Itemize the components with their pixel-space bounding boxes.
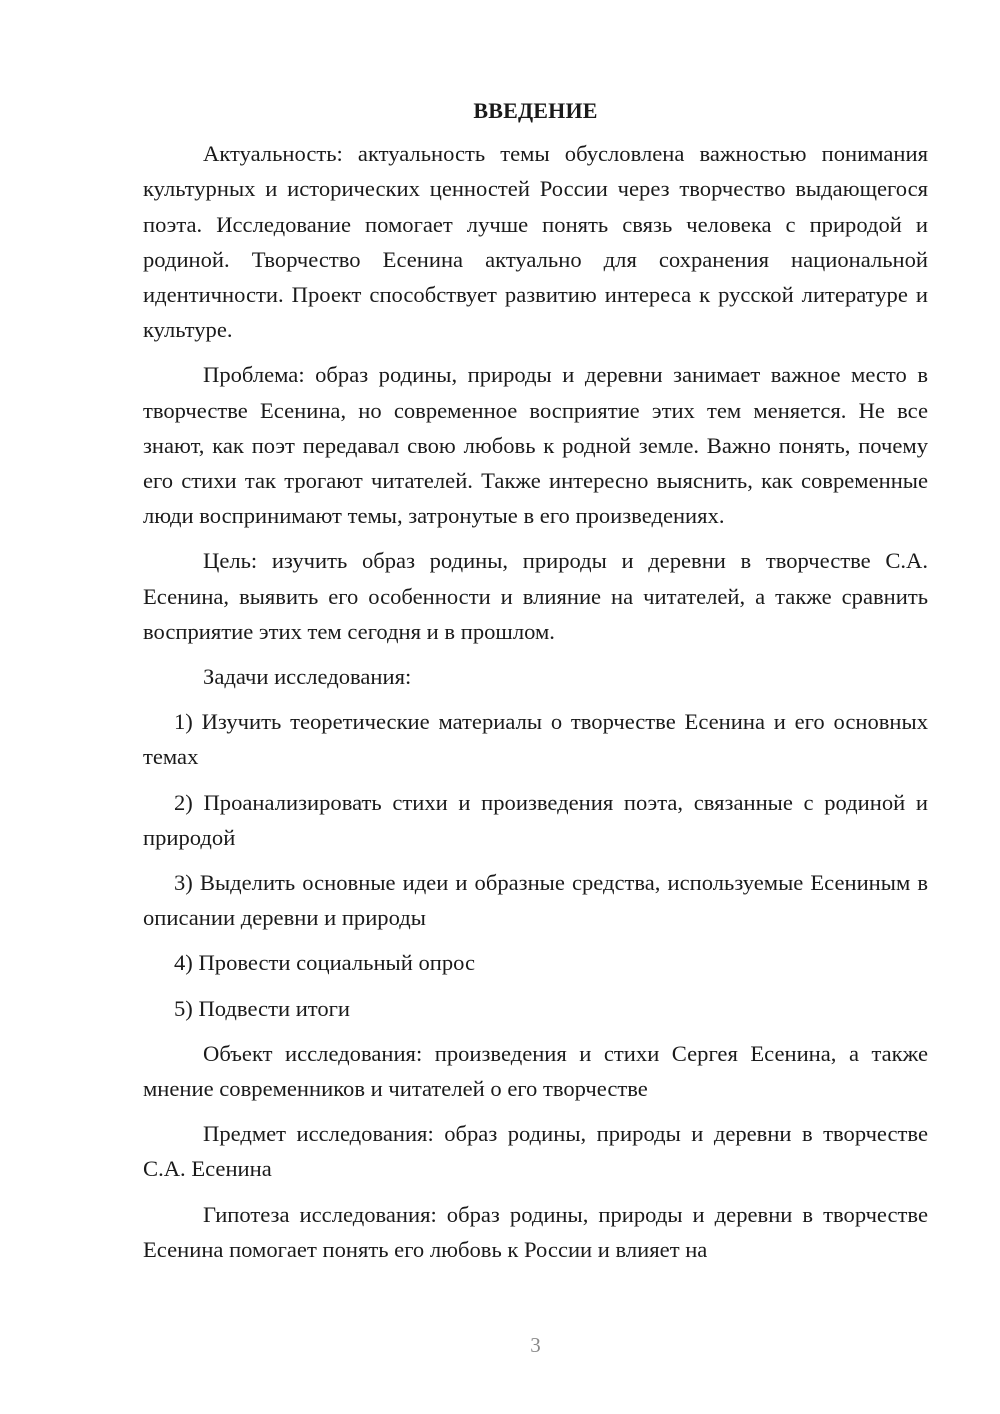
paragraph-object: Объект исследования: произведения и стихи Сергея Есенина, а также мнение современников и читателей о его творчестве — [143, 1040, 928, 1102]
page-number: 3 — [530, 1333, 541, 1357]
task-item-5: 5) Подвести итоги — [174, 995, 351, 1021]
task-item-3: 3) Выделить основные идеи и образные средства, используемые Есениным в описании деревни и природы — [143, 870, 928, 931]
page-content — [143, 93, 928, 1277]
tasks-heading: Задачи исследования: — [203, 664, 412, 690]
paragraph-problem: Проблема: образ родины, природы и деревни занимает важное место в творчестве Есенина, но современное восприятие этих тем меняется. Не все знают, как поэт передавал свою любовь к родной земле. Важно понять, почему его стихи так трогают читателей. Также интересно выяснить, как современные люди воспринимают темы, затронутые в его произведениях. — [143, 362, 928, 529]
paragraph-hypothesis: Гипотеза исследования: образ родины, природы и деревни в творчестве Есенина помогает понять его любовь к России и влияет на — [143, 1201, 928, 1262]
task-item-4: 4) Провести социальный опрос — [174, 950, 476, 976]
paragraph-subject: Предмет исследования: образ родины, природы и деревни в творчестве С.А. Есенина — [143, 1121, 928, 1182]
task-item-2: 2) Проанализировать стихи и произведения поэта, связанные с родиной и природой — [143, 789, 928, 850]
paragraph-relevance: Актуальность: актуальность темы обусловлена важностью понимания культурных и исторических ценностей России через творчество выдающегося поэта. Исследование помогает лучше понять связь человека с природой и родиной. Творчество Есенина актуально для сохранения национальной идентичности. Проект способствует развитию интереса к русской литературе и культуре. — [143, 141, 928, 343]
page-title: ВВЕДЕНИЕ — [473, 98, 598, 123]
task-item-1: 1) Изучить теоретические материалы о творчестве Есенина и его основных темах — [143, 709, 928, 770]
paragraph-goal: Цель: изучить образ родины, природы и деревни в творчестве С.А. Есенина, выявить его особенности и влияние на читателей, а также сравнить восприятие этих тем сегодня и в прошлом. — [143, 548, 928, 644]
